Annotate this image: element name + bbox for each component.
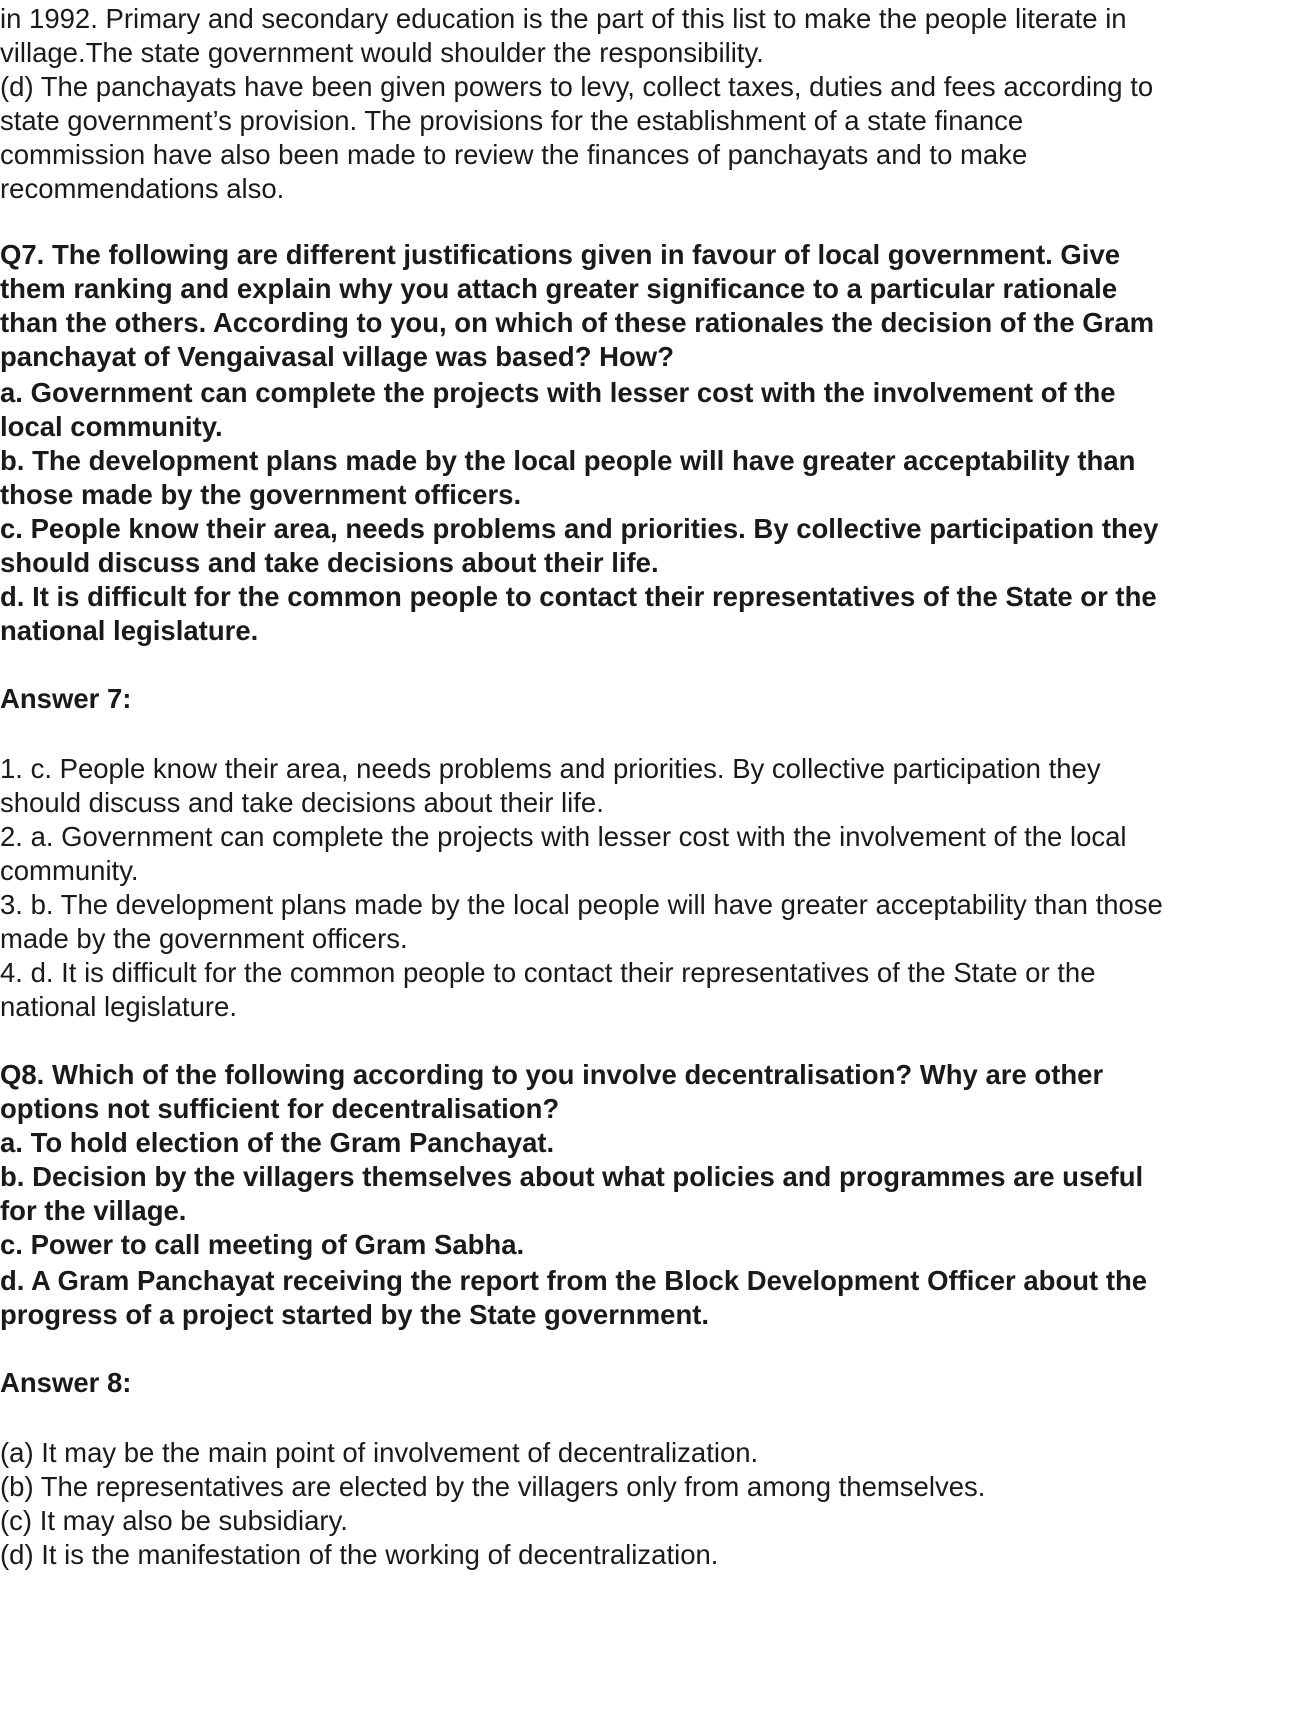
option-b-continued: for the village. [0, 1195, 187, 1226]
option-c: c. People know their area, needs problems and priorities. By collective participation they [0, 513, 1159, 544]
option-b: b. Decision by the villagers themselves about what policies and programmes are useful [0, 1161, 1144, 1192]
question-line: them ranking and explain why you attach greater significance to a particular rationale [0, 273, 1118, 304]
answer-line: community. [0, 855, 139, 886]
option-a-continued: local community. [0, 411, 223, 442]
question-line: than the others. According to you, on which of these rationales the decision of the Gram [0, 307, 1155, 338]
question-line: Q7. The following are different justifications given in favour of local government. Give [0, 239, 1121, 270]
answer-line: (c) It may also be subsidiary. [0, 1505, 348, 1536]
answer-line: made by the government officers. [0, 923, 408, 954]
answer-line: 4. d. It is difficult for the common people to contact their representatives of the State or the [0, 957, 1096, 988]
option-d-continued: national legislature. [0, 615, 259, 646]
text-line: in 1992. Primary and secondary education is the part of this list to make the people literate in [0, 3, 1127, 34]
answer-line: 1. c. People know their area, needs problems and priorities. By collective participation they [0, 753, 1101, 784]
answer-line: 3. b. The development plans made by the local people will have greater acceptability than those [0, 889, 1163, 920]
answer-heading: Answer 7: [0, 683, 132, 714]
option-a: a. To hold election of the Gram Panchayat. [0, 1127, 555, 1158]
option-d-continued: progress of a project started by the State government. [0, 1299, 710, 1330]
option-c: c. Power to call meeting of Gram Sabha. [0, 1229, 525, 1260]
text-line: village.The state government would shoulder the responsibility. [0, 37, 764, 68]
option-d: d. A Gram Panchayat receiving the report from the Block Development Officer about the [0, 1265, 1148, 1296]
text-line: commission have also been made to review the finances of panchayats and to make [0, 139, 1028, 170]
answer-heading: Answer 8: [0, 1367, 132, 1398]
answer-line: (b) The representatives are elected by the villagers only from among themselves. [0, 1471, 986, 1502]
option-a: a. Government can complete the projects with lesser cost with the involvement of the [0, 377, 1116, 408]
question-line: panchayat of Vengaivasal village was based? How? [0, 341, 674, 372]
answer-line: 2. a. Government can complete the projects with lesser cost with the involvement of the local [0, 821, 1127, 852]
answer-line: national legislature. [0, 991, 237, 1022]
answer-line: (d) It is the manifestation of the working of decentralization. [0, 1539, 719, 1570]
option-b: b. The development plans made by the local people will have greater acceptability than [0, 445, 1136, 476]
text-line: (d) The panchayats have been given powers to levy, collect taxes, duties and fees according to [0, 71, 1154, 102]
option-b-continued: those made by the government officers. [0, 479, 522, 510]
answer-line: (a) It may be the main point of involvement of decentralization. [0, 1437, 759, 1468]
question-line: Q8. Which of the following according to you involve decentralisation? Why are other [0, 1059, 1104, 1090]
question-line: options not sufficient for decentralisation? [0, 1093, 560, 1124]
text-line: recommendations also. [0, 173, 285, 204]
option-c-continued: should discuss and take decisions about their life. [0, 547, 659, 578]
answer-line: should discuss and take decisions about their life. [0, 787, 604, 818]
option-d: d. It is difficult for the common people to contact their representatives of the State or the [0, 581, 1157, 612]
text-line: state government’s provision. The provisions for the establishment of a state finance [0, 105, 1024, 136]
